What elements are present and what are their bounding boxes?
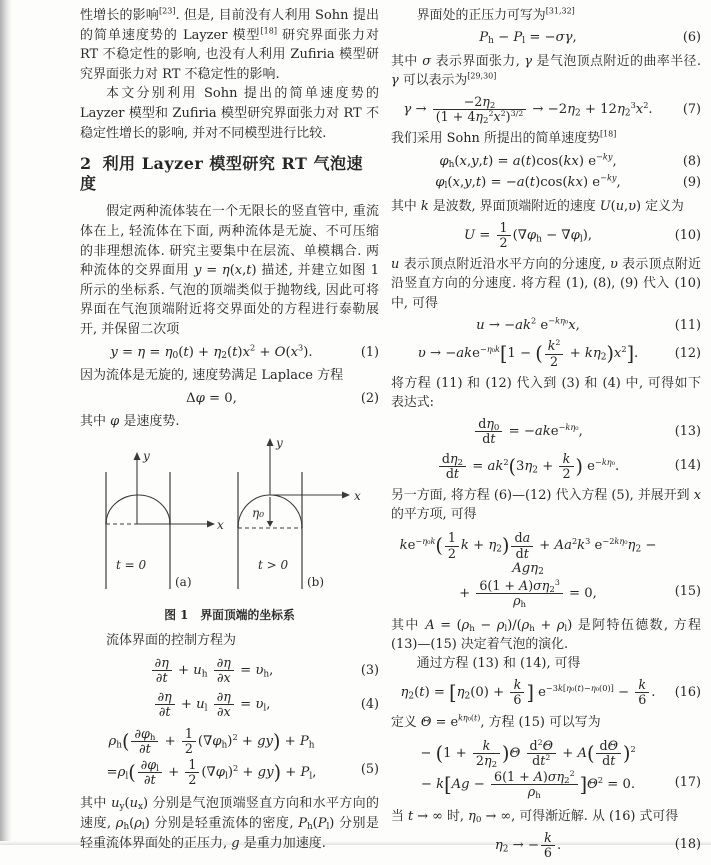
equation-6 xyxy=(391,30,701,47)
equation-6-number: (6) xyxy=(682,30,701,46)
equation-3-number: (3) xyxy=(360,662,379,678)
equation-5-number: (5) xyxy=(360,762,379,778)
equation-11-body: $u \to -ak^2$ $e^{-k\eta_0}x$, xyxy=(476,315,580,333)
para-governing: 流体界面的控制方程为 xyxy=(106,633,237,649)
equation-11 xyxy=(391,315,701,335)
equation-5-line-2: $=\rho_l$( $\frac{\partial\varphi_l}{\partial t}$ + $\frac{1}{2}$ $(\nabla\varphi_l)^2 + gy) + P_l$, xyxy=(106,757,317,788)
para-setup: 假定两种流体装在一个无限长的竖直管中, 重流体在上, 轻流体在下面, 两种流体是无旋、不可压缩的非理想流体. 研究主要集中在层流、单模耦合. 两种流体的交界面用 y = η(x,t) 描述, 并建立如图 1 所示的坐标系. 气泡的顶端类似于抛物线, 因此可将界面在气泡顶端附近将交界面处的方程进行泰勒展开, 并保留二次项 xyxy=(80,204,379,337)
equation-6-body: $P_h - P_l = -\sigma\gamma$, xyxy=(479,30,577,47)
figure-1-caption-text: 界面顶端的坐标系 xyxy=(200,607,295,622)
equation-13-number: (13) xyxy=(674,423,701,439)
label-t-gt-0: t > 0 xyxy=(258,557,289,572)
figure-1-caption xyxy=(80,606,379,626)
label-panel-a: (a) xyxy=(175,574,192,589)
equation-5-line-1: $\rho_h$( $\frac{\partial\varphi_h}{\partial t}$ + $\frac{1}{2}$ $(\nabla\varphi_h)^2 + gy) + P_h$ xyxy=(108,725,315,756)
equation-2 xyxy=(80,391,379,408)
equation-10-body: U = $\frac{1}{2}$ $(\nabla\varphi_h - \nabla\varphi_l)$, xyxy=(463,219,593,251)
equation-15-number: (15) xyxy=(674,583,701,599)
equation-16-body: $\eta_2(t) = [\eta_2(0)$ + $\frac{k}{6}$ ] $e^{-3k[\eta_0(t)-\eta_0(0)]}$ − $\frac{k}{6}$ . xyxy=(400,677,656,708)
axis-label-x-b: x xyxy=(354,488,361,503)
para-wavenumber: 其中 k 是波数, 界面顶端附近的速度 U(u,υ) 定义为 xyxy=(391,198,684,214)
equation-18-body: $\eta_2$ → − $\frac{k}{6}$ . xyxy=(494,829,562,860)
section-heading xyxy=(80,154,379,193)
equation-1 xyxy=(80,342,379,362)
para-phi: 其中 φ 是速度势. xyxy=(80,414,180,430)
equation-12-body: υ → −ake$^{-\eta_0k}$[1 − ( $\frac{k^2}{2}$ + $k\eta_2)x^2$]. xyxy=(417,338,639,369)
axis-label-y-b: y xyxy=(276,435,283,450)
equation-17-line-2: − k[Ag − $\frac{6(1 + A)\sigma\eta_2^2}{\rho_h}$ ]$\Theta^2 = 0$. xyxy=(420,768,636,802)
section-title: 利用 Layzer 模型研究 RT 气泡速度 xyxy=(80,154,363,193)
para-sigma: 其中 σ 表示界面张力, γ 是气泡顶点附近的曲率半径. γ 可以表示为[29,30] xyxy=(391,53,701,88)
equation-9-body: $\varphi_l(x,y,t) = -a(t)\cos(kx)$ $e^{-ky}$, xyxy=(435,172,621,192)
equation-13 xyxy=(391,417,701,446)
section-number: 2 xyxy=(80,154,92,174)
y-axis-arrow-a xyxy=(134,452,141,460)
equation-4-body: $\frac{\partial\eta}{\partial t}$ + $u_l$ $\frac{\partial\eta}{\partial x}$ = $\upsilon_l$, xyxy=(80,690,343,719)
equation-12-number: (12) xyxy=(674,346,701,362)
scan-edge-left xyxy=(0,0,12,845)
axis-label-y-a: y xyxy=(143,448,150,463)
axis-label-x-a: x xyxy=(217,517,224,532)
para-intro: 本文分别利用 Sohn 提出的简单速度势的 Layzer 模型和 Zufiria 模型研究界面张力对 RT 不稳定性增长的影响, 并对不同模型进行比较. xyxy=(80,86,379,141)
equation-13-body: $\frac{d\eta_0}{dt}$ = −ake$^{-k\eta_0}$, xyxy=(391,417,665,446)
para-continuation: 性增长的影响[23]. 但是, 目前没有人利用 Sohn 提出的简单速度势的 Layzer 模型[18] 研究界面张力对 RT 不稳定性的影响, 也没有人利用 Zufiria 模型研究界面张力对 RT 不稳定性的影响. xyxy=(80,6,379,82)
para-atwood: 其中 $A = (\rho_h - \rho_l)/(\rho_h + \rho_l)$ 是阿特伍德数, 方程 (13)—(15) 决定着气泡的演化. xyxy=(391,617,701,652)
para-through: 通过方程 (13) 和 (14), 可得 xyxy=(416,655,581,671)
equation-2-body: Δφ = 0, xyxy=(186,390,237,406)
equation-7 xyxy=(391,94,701,127)
equation-3-body: $\frac{\partial\eta}{\partial t}$ + $u_h$ $\frac{\partial\eta}{\partial x}$ = $\upsilon_h$, xyxy=(80,656,343,685)
para-symbols: 其中 $u_y(u_x)$ 分别是气泡顶端竖直方向和水平方向的速度, $\rho_h(\rho_l)$ 分别是轻重流体的密度, $P_h(P_l)$ 分别是轻重流体界面处的正压力, g 是重力加速度. xyxy=(80,796,379,851)
y-axis-arrow-b xyxy=(267,438,274,446)
equation-16-number: (16) xyxy=(674,684,701,700)
equation-5-body xyxy=(80,725,343,790)
para-sohn-potential: 我们采用 Sohn 所提出的简单速度势[18] xyxy=(391,130,617,147)
label-t0: t = 0 xyxy=(116,557,147,572)
equation-9 xyxy=(391,172,701,192)
equation-14 xyxy=(391,452,701,481)
equation-10 xyxy=(391,221,701,250)
equation-5 xyxy=(80,725,379,790)
bubble-interface-a xyxy=(106,495,170,524)
para-other-hand: 另一方面, 将方程 (6)—(12) 代入方程 (5), 并展开到 x 的平方项, 可得 xyxy=(391,487,701,523)
equation-8-number: (8) xyxy=(682,153,701,169)
equation-1-number: (1) xyxy=(360,344,379,360)
para-pressure: 界面处的正压力可写为[31,32] xyxy=(416,6,575,23)
right-column xyxy=(391,6,701,865)
equation-4 xyxy=(80,690,379,719)
equation-10-number: (10) xyxy=(674,227,701,243)
label-eta0: η₀ xyxy=(252,505,264,520)
para-asymptotic: 当 t → ∞ 时, $\eta_0$ → ∞, 可得渐近解. 从 (16) 式可得 xyxy=(391,808,679,825)
equation-14-number: (14) xyxy=(674,458,701,474)
equation-7-number: (7) xyxy=(682,101,701,117)
para-uv-components: u 表示顶点附近沿水平方向的分速度, υ 表示顶点附近沿竖直方向的分速度. 将方程 (1), (8), (9) 代入 (10) 中, 可得 xyxy=(391,257,701,311)
para-define-theta: 定义 $\Theta = e^{k\eta_0(t)}$, 方程 (15) 可以写为 xyxy=(391,713,601,730)
equation-3 xyxy=(80,656,379,685)
equation-12 xyxy=(391,339,701,368)
equation-8-body: $\varphi_h(x,y,t) = a(t)\cos(kx)$ $e^{-ky}$, xyxy=(439,151,617,170)
figure-1-diagram xyxy=(80,436,379,604)
left-column xyxy=(80,6,379,853)
equation-16 xyxy=(391,678,701,707)
equation-4-number: (4) xyxy=(360,696,379,712)
para-substitute: 将方程 (11) 和 (12) 代入到 (3) 和 (4) 中, 可得如下表达式: xyxy=(391,375,701,410)
equation-2-number: (2) xyxy=(360,390,379,406)
equation-7-body: γ → $\frac{-2\eta_2}{(1 + 4\eta_2^2x^2)^{3/2}}$ → $-2\eta_2 + 12\eta_2^3x^2$. xyxy=(403,94,653,127)
equation-17-number: (17) xyxy=(674,774,701,790)
eta0-arrow-head xyxy=(267,521,273,527)
para-laplace: 因为流体是无旋的, 速度势满足 Laplace 方程 xyxy=(80,368,344,383)
equation-17 xyxy=(391,737,701,802)
equation-15 xyxy=(391,529,701,610)
label-panel-b: (b) xyxy=(307,574,325,589)
equation-17-line-1: − (1 + $\frac{k}{2\eta_2}$ )Θ $\frac{d^2\Theta}{dt^2}$ + A( $\frac{d\Theta}{dt}$ )$^2$ xyxy=(420,737,636,771)
x-axis-arrow-a xyxy=(207,520,215,527)
figure-1 xyxy=(80,436,379,604)
equation-18-number: (18) xyxy=(674,837,701,853)
equation-14-body: $\frac{d\eta_2}{dt}$ = $ak^2(3\eta_2$ + $\frac{k}{2}$ ) $e^{-k\eta_0}$. xyxy=(391,452,665,481)
equation-15-line-2: + $\frac{6(1 + A)\sigma\eta_2^3}{\rho_h}$ = 0, xyxy=(459,577,597,611)
equation-18 xyxy=(391,831,701,860)
equation-15-body xyxy=(391,529,665,610)
equation-9-number: (9) xyxy=(682,175,701,191)
equation-8 xyxy=(391,151,701,171)
x-axis-arrow-b xyxy=(342,491,350,498)
equation-1-body: $y = \eta = \eta_0(t) + \eta_2(t)x^2 + O(x^3)$. xyxy=(110,342,313,361)
figure-1-caption-tag: 图 1 xyxy=(164,607,189,622)
equation-17-body xyxy=(391,737,665,802)
equation-11-number: (11) xyxy=(674,318,701,334)
equation-15-line-1: $ke^{-\eta_0k}$( $\frac{1}{2}$ $k + \eta_2$) $\frac{da}{dt}$ + $Aa^2k^3$ $e^{-2k\eta_0}\eta_2 - Ag\eta_2$ xyxy=(399,530,657,577)
